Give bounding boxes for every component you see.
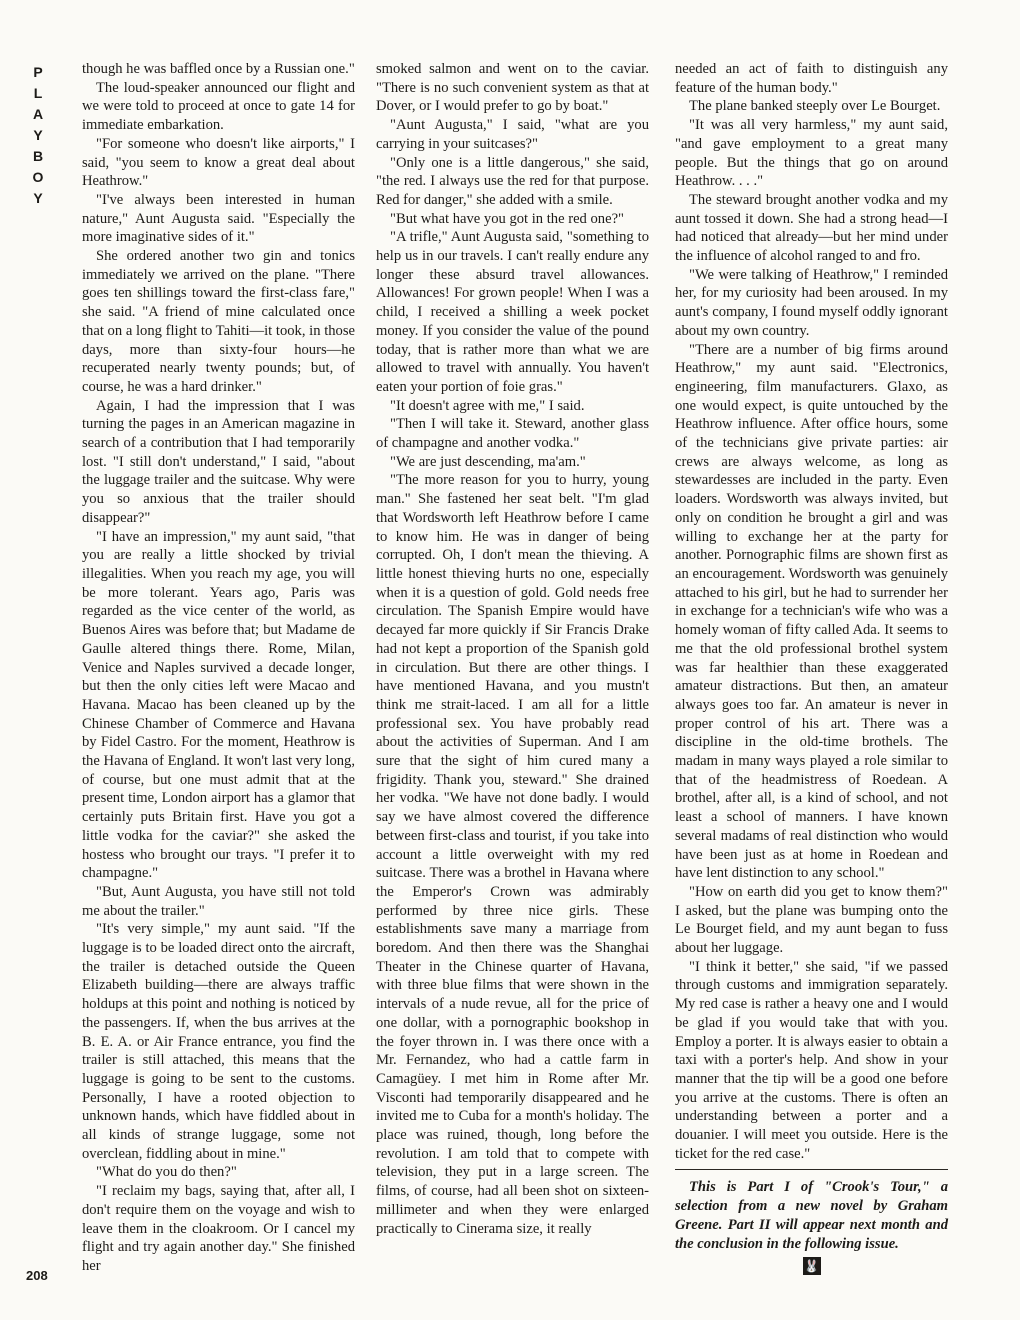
paragraph: The loud-speaker announced our flight and we were told to proceed at once to gate 14 for immediate embarkation. bbox=[82, 79, 355, 134]
paragraph: "I've always been interested in human nature," Aunt Augusta said. "Especially the more imaginative sides of it." bbox=[82, 191, 355, 246]
page-number: 208 bbox=[26, 1268, 48, 1283]
paragraph: "I reclaim my bags, saying that, after all, I don't require them on the voyage and wish to leave them in the cloakroom. Or I cancel my flight and try again another day." She finished her bbox=[82, 1183, 355, 1274]
paragraph: "But, Aunt Augusta, you have still not told me about the trailer." bbox=[82, 883, 355, 919]
paragraph: The plane banked steeply over Le Bourget. bbox=[689, 98, 941, 115]
paragraph: "Then I will take it. Steward, another glass of champagne and another vodka." bbox=[376, 416, 649, 452]
article-column-3 bbox=[675, 60, 948, 1275]
masthead-letter: B bbox=[32, 148, 44, 164]
paragraph: "I have an impression," my aunt said, "that you are really a little shocked by trivial illegalities. When you reach my age, you will be more tolerant. Years ago, Paris was regarded as the vice center of the world, as Buenos Aires was before that; but Madame de Gaulle altered things there. Rome, Milan, Venice and Naples survived a decade longer, but then the only cities left were Macao and Havana. Macao has been cleaned up by the Chinese Chamber of Commerce and Havana by Fidel Castro. For the moment, Heathrow is the Havana of England. It won't last very long, of course, but one must admit that at the present time, London airport has a glamor that certainly puts Britain first. Have you got a little vodka for the caviar?" she asked the hostess who brought our trays. "I prefer it to champagne." bbox=[82, 528, 355, 882]
paragraph: smoked salmon and went on to the caviar. "There is no such convenient system as that at Dover, or I would prefer to go by boat." bbox=[376, 61, 649, 115]
masthead-letter: Y bbox=[33, 190, 43, 206]
paragraph: "How on earth did you get to know them?" I asked, but the plane was bumping onto the Le Bourget field, and my aunt began to fuss about her luggage. bbox=[675, 883, 948, 957]
paragraph: "It was all very harmless," my aunt said, "and gave employment to a great many people. But the things that go on around Heathrow. . . ." bbox=[675, 117, 948, 190]
paragraph: "We were talking of Heathrow," I reminded her, for my curiosity had been aroused. In my aunt's company, I found myself oddly ignorant about my own country. bbox=[675, 266, 948, 339]
masthead-letter: O bbox=[32, 169, 44, 185]
masthead-letter: L bbox=[33, 85, 43, 101]
paragraph: "Aunt Augusta," I said, "what are you carrying in your suitcases?" bbox=[376, 117, 649, 152]
paragraph: "What do you do then?" bbox=[96, 1164, 237, 1181]
paragraph: "Only one is a little dangerous," she said, "the red. I always use the red for that purpose. Red for danger," she added with a smile. bbox=[376, 154, 649, 208]
paragraph: "There are a number of big firms around Heathrow," my aunt said. "Electronics, engineering, film manufacturers. Glaxo, as one would expect, is quite untouched by the Heathrow influence. After office hours, some of the technicians give private parties: air crews are always welcome, as long as stewardesses are included in the party. Even loaders. Wordsworth was always invited, but only on condition he brought a girl and was willing to exchange her at the party for another. Pornographic films are shown first as an encouragement. Wordsworth was genuinely attached to his girl, but he had to surrender her in exchange for a technician's wife who was a homely woman of fifty called Ada. It seems to me that the old professional brothel system was far healthier than these exaggerated amateur distractions. But then, an amateur always goes too far. An amateur is never in proper control of his art. There was a discipline in the old-time brothels. The madam in many ways played a role similar to that of the headmistress of Roedean. A brothel, after all, is a kind of school, and not least a school of manners. I have known several madams of real distinction who would have been just as at home in Roedean and have lent distinction to any school." bbox=[675, 341, 948, 882]
paragraph: The steward brought another vodka and my aunt tossed it down. She had a strong head—I had noticed that already—but her mind under the influence of alcohol ranged to and fro. bbox=[675, 191, 948, 265]
article-column-1 bbox=[82, 60, 355, 1276]
paragraph: "But what have you got in the red one?" bbox=[390, 210, 625, 227]
masthead-letter: P bbox=[33, 64, 43, 80]
masthead-letter: A bbox=[32, 106, 44, 122]
paragraph: "It's very simple," my aunt said. "If the luggage is to be loaded direct onto the aircraft, the trailer is detached outside the Queen Elizabeth building—there are always traffic holdups at this point and nothing is noticed by the passengers. If, when the bus arrives at the B. E. A. or Air France entrance, you find the trailer is still attached, this means that the luggage is going to be sent to the customs. Personally, I have a rooted objection to unknown hands, which have fiddled about in all kinds of strange luggage, some not overclean, fiddling about in mine." bbox=[82, 921, 355, 1162]
paragraph: needed an act of faith to distinguish any feature of the human body." bbox=[675, 61, 948, 96]
column-3-body bbox=[675, 60, 948, 1163]
playboy-bunny-icon: 🐰 bbox=[804, 1259, 819, 1274]
masthead-letter: Y bbox=[33, 127, 43, 143]
paragraph: though he was baffled once by a Russian one." bbox=[82, 61, 355, 77]
article-column-2 bbox=[376, 60, 649, 1238]
paragraph: "A trifle," Aunt Augusta said, "something to help us in our travels. I can't really endure any longer these absurd travel allowances. Allowances! For grown people! When I was a child, I received a shilling a week pocket money. If you consider the value of the pound today, that is rather more than what we are allowed to travel with annually. You haven't eaten your portion of foie gras." bbox=[376, 229, 649, 395]
editor-note: This is Part I of "Crook's Tour," a selection from a new novel by Graham Greene. Part II will appear next month and the conclusion in the following issue. bbox=[675, 1179, 948, 1252]
masthead-playboy bbox=[30, 62, 46, 209]
paragraph: "It doesn't agree with me," I said. bbox=[390, 397, 585, 414]
paragraph: "For someone who doesn't like airports," I said, "you seem to know a great deal about Heathrow." bbox=[82, 135, 355, 190]
divider-rule bbox=[675, 1169, 948, 1170]
paragraph: "The more reason for you to hurry, young man." She fastened her seat belt. "I'm glad that Wordsworth left Heathrow before I came to know him. He was in danger of being corrupted. Oh, I don't mean the thieving. A little honest thieving hurts no one, especially when it is a question of gold. Gold needs free circulation. The Spanish Empire would have decayed far more quickly if Sir Francis Drake had not kept a proportion of the Spanish gold in circulation. But there are other things. I have mentioned Havana, and you mustn't think me strait-laced. I am all for a little professional sex. You have probably read about the activities of Superman. And I am sure that the sight of him cured many a frigidity. Thank you, steward." She drained her vodka. "We have not done badly. I would say we have almost covered the difference between first-class and tourist, if you take into account a little overweight with my red suitcase. There was a brothel in Havana where the Emperor's Crown was admirably performed by three nice girls. These establishments save many a marriage from boredom. And then there was the Shanghai Theater in the Chinese quarter of Havana, with three blue films that were shown in the intervals of a nude revue, all for the price of one dollar, with a pornographic bookshop in the foyer thrown in. I was there once with a Mr. Fernandez, who had a cattle farm in Camagüey. I met him in Rome after Mr. Visconti had temporarily disappeared and he invited me to Cuba for a month's holiday. The place was ruined, though, long before the revolution. I am told that to compete with television, they put in a large screen. The films, of course, had all been shot on sixteen-millimeter and when they were enlarged practically to Cinerama size, it really bbox=[376, 472, 649, 1237]
paragraph: She ordered another two gin and tonics immediately we arrived on the plane. "There goes ten shillings toward the first-class fare," she said. "A friend of mine calculated once that on a long flight to Tahiti—it took, in those days, more than sixty-four hours—he recuperated nearly twenty pounds; but, of course, he was a hard drinker." bbox=[82, 248, 355, 395]
paragraph: "I think it better," she said, "if we passed through customs and immigration separately. My red case is rather a heavy one and I would be glad if you would take that with you. Employ a porter. It is always easier to obtain a taxi with a porter's help. And show in your manner that the tip will be a good one before you arrive at the customs. There is often an understanding between a porter and a douanier. I will meet you outside. Here is the ticket for the red case." bbox=[675, 958, 948, 1162]
paragraph: "We are just descending, ma'am." bbox=[390, 453, 586, 470]
paragraph: Again, I had the impression that I was turning the pages in an American magazine in search of a contribution that I had temporarily lost. "I still don't understand," I said, "about the luggage trailer and the suitcase. Why were you so anxious that the trailer should disappear?" bbox=[82, 397, 355, 526]
